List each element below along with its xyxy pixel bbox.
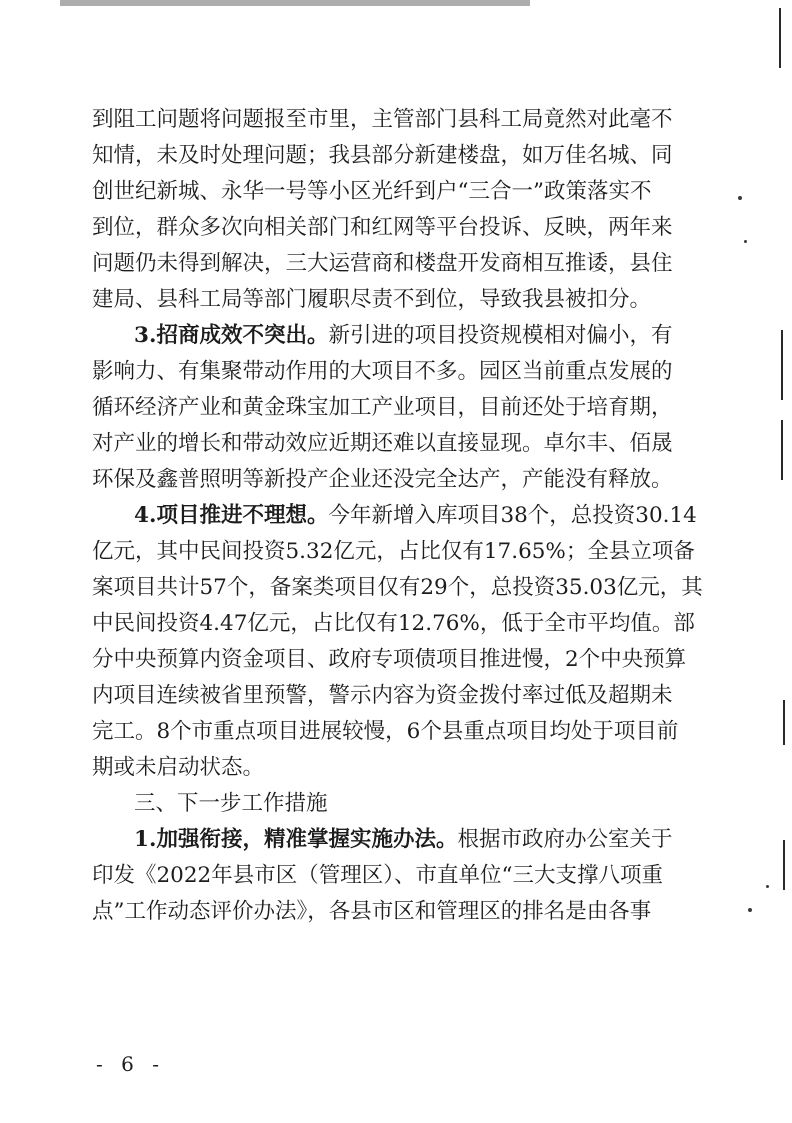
text-line: 完工。8个市重点项目进展较慢，6个县重点项目均处于项目前 [92, 719, 679, 744]
text-line: 环保及鑫普照明等新投产企业还没完全达产，产能没有释放。 [92, 467, 673, 492]
paragraph-lead: 4.项目推进不理想。 [134, 503, 329, 528]
text-line: 到位，群众多次向相关部门和红网等平台投诉、反映，两年来 [92, 215, 673, 240]
paragraph-first-line [134, 826, 672, 854]
text-line: 点”工作动态评价办法》，各县市区和管理区的排名是由各事 [92, 899, 652, 924]
text-line: 到阻工问题将问题报至市里，主管部门县科工局竟然对此毫不 [92, 107, 673, 132]
page-number: - 6 - [96, 1052, 165, 1076]
text-line: 创世纪新城、永华一号等小区光纤到户“三合一”政策落实不 [92, 179, 652, 204]
scan-speck [744, 240, 747, 243]
text-line: 案项目共计57个，备案类项目仅有29个，总投资35.03亿元，其 [92, 575, 703, 600]
paragraph-first-line [134, 502, 697, 530]
section-heading: 三、下一步工作措施 [134, 791, 328, 816]
paragraph-lead: 3.招商成效不突出。 [134, 323, 329, 348]
scan-right-edge-mark [781, 420, 783, 480]
paragraph-text: 根据市政府办公室关于 [457, 827, 673, 852]
text-line: 印发《2022年县市区（管理区）、市直单位“三大支撑八项重 [92, 863, 663, 888]
scan-speck [766, 885, 769, 888]
text-line: 期或未启动状态。 [92, 755, 265, 780]
text-line: 知情，未及时处理问题；我县部分新建楼盘，如万佳名城、同 [92, 143, 673, 168]
scan-right-edge-mark [783, 700, 785, 745]
text-line: 问题仍未得到解决，三大运营商和楼盘开发商相互推诿，县住 [92, 251, 673, 276]
text-line: 建局、县科工局等部门履职尽责不到位，导致我县被扣分。 [92, 287, 652, 312]
text-line: 对产业的增长和带动效应近期还难以直接显现。卓尔丰、佰晟 [92, 431, 673, 456]
paragraph-text: 今年新增入库项目38个，总投资30.14 [328, 503, 697, 528]
scan-right-edge-mark [783, 840, 785, 890]
paragraph-text: 新引进的项目投资规模相对偏小，有 [328, 323, 673, 348]
text-line: 中民间投资4.47亿元，占比仅有12.76%，低于全市平均值。部 [92, 611, 695, 636]
paragraph-lead: 1.加强衔接，精准掌握实施办法。 [134, 827, 458, 852]
paragraph-first-line [134, 322, 672, 350]
scan-speck [738, 196, 742, 200]
text-line: 亿元，其中民间投资5.32亿元，占比仅有17.65%；全县立项备 [92, 539, 695, 564]
text-line: 内项目连续被省里预警，警示内容为资金拨付率过低及超期未 [92, 683, 673, 708]
scan-right-edge-mark [779, 8, 781, 68]
scan-right-edge-mark [781, 330, 783, 400]
text-line: 循环经济产业和黄金珠宝加工产业项目，目前还处于培育期， [92, 395, 673, 420]
scan-speck [748, 908, 752, 912]
scan-top-strip [60, 0, 530, 6]
text-line: 影响力、有集聚带动作用的大项目不多。园区当前重点发展的 [92, 359, 673, 384]
text-line: 分中央预算内资金项目、政府专项债项目推进慢，2个中央预算 [92, 647, 687, 672]
